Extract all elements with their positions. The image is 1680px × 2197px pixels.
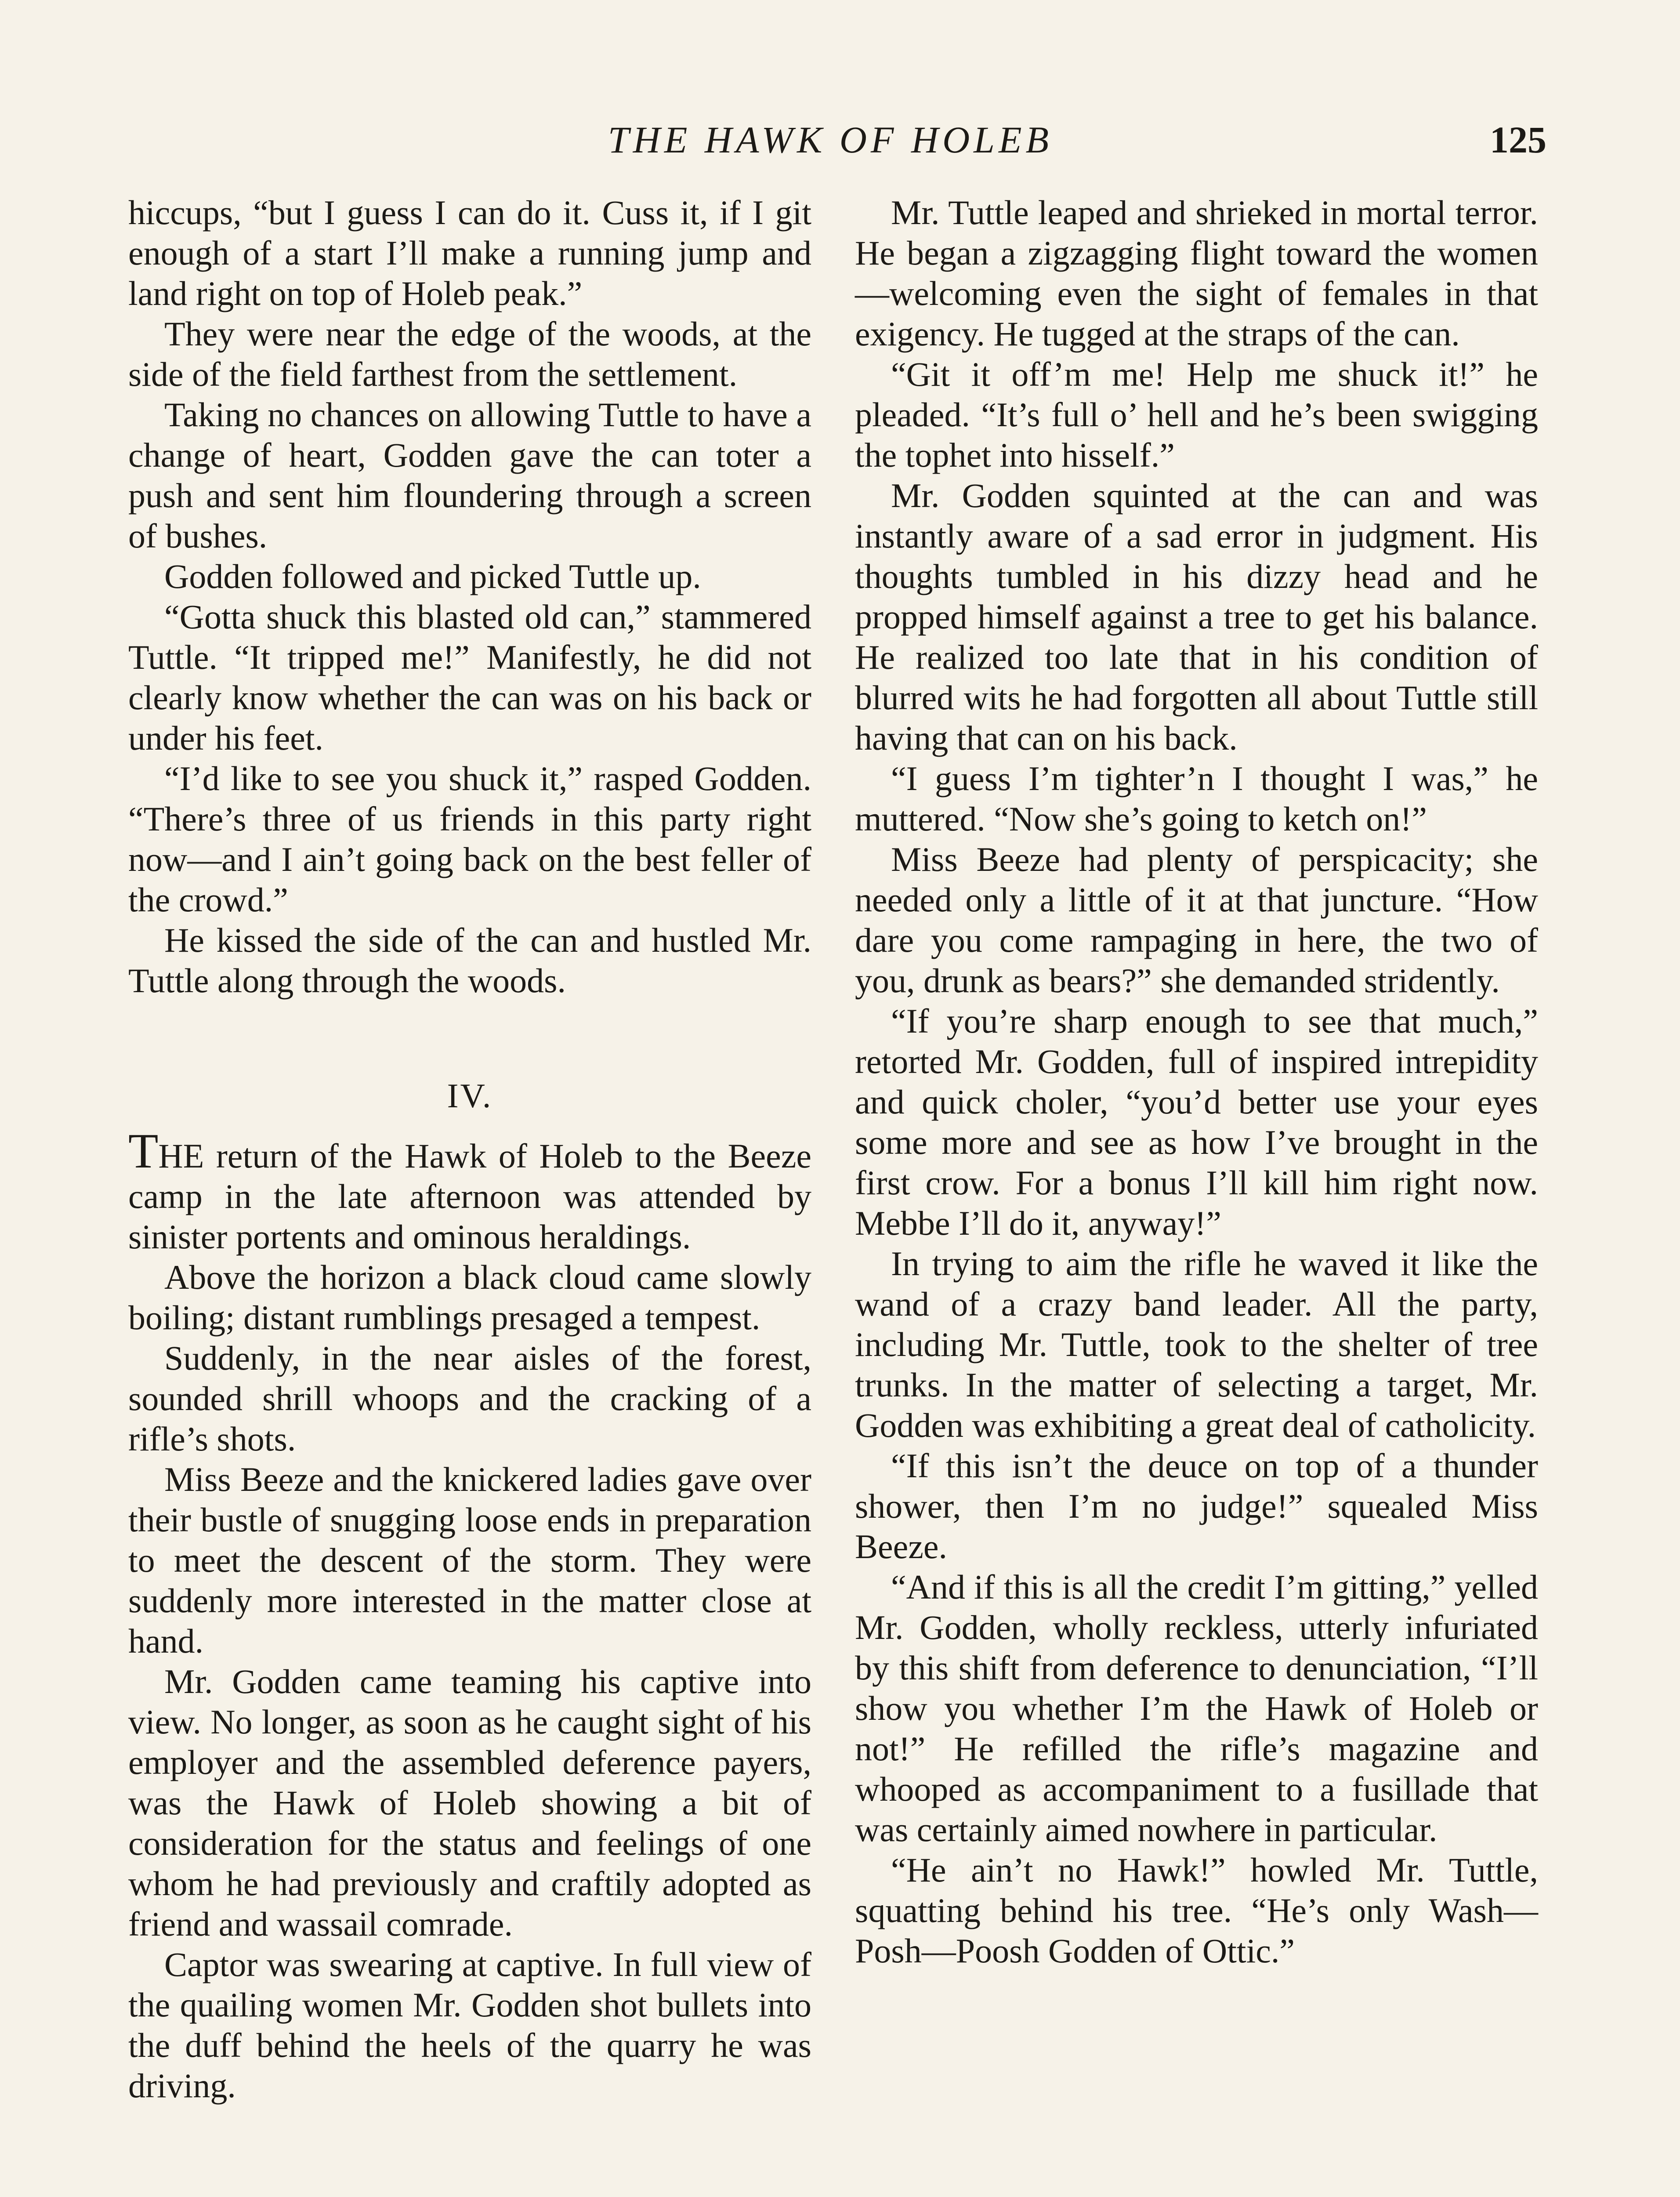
running-header xyxy=(0,118,1680,166)
page-number: 125 xyxy=(1490,119,1546,161)
paragraph: Taking no chances on allowing Tuttle to have a change of heart, Godden gave the can toter a push and sent him floundering through a screen of bushes. xyxy=(128,395,811,555)
paragraph: Captor was swearing at captive. In full view of the quailing women Mr. Godden shot bullets into the duff behind the heels of the quarry he was driving. xyxy=(128,1945,811,2105)
left-column xyxy=(128,192,811,2106)
paragraph: “I guess I’m tighter’n I thought I was,” he muttered. “Now she’s going to ketch on!” xyxy=(855,759,1538,838)
paragraph: hiccups, “but I guess I can do it. Cuss it, if I git enough of a start I’ll make a running jump and land right on top of Holeb peak.” xyxy=(128,193,811,312)
paragraph: “Gotta shuck this blasted old can,” stammered Tuttle. “It tripped me!” Manifestly, he did not clearly know whether the can was on his back or under his feet. xyxy=(128,598,811,757)
paragraph: “If you’re sharp enough to see that much,” retorted Mr. Godden, full of inspired intrepidity and quick choler, “you’d better use your eyes some more and see as how I’ve brought in the first crow. For a bonus I’ll kill him right now. Mebbe I’ll do it, anyway!” xyxy=(855,1002,1538,1242)
paragraph: “I’d like to see you shuck it,” rasped Godden. “There’s three of us friends in this party right now—and I ain’t going back on the best feller of the crowd.” xyxy=(128,759,811,919)
paragraph: Mr. Godden squinted at the can and was instantly aware of a sad error in judgment. His thoughts tumbled in his dizzy head and he propped himself against a tree to get his balance. He realized too late that in his condition of blurred wits he had forgotten all about Tuttle still having that can on his back. xyxy=(855,476,1538,757)
opening-text: HE return of the Hawk of Holeb to the Beeze camp in the late afternoon was attended by sinister portents and ominous heraldings. xyxy=(128,1137,811,1256)
paragraph: In trying to aim the rifle he waved it like the wand of a crazy band leader. All the party, including Mr. Tuttle, took to the shelter of tree trunks. In the matter of selecting a target, Mr. Godden was exhibiting a great deal of catholicity. xyxy=(855,1244,1538,1444)
right-column xyxy=(855,192,1538,1971)
paragraph: They were near the edge of the woods, at the side of the field farthest from the settlement. xyxy=(128,315,811,393)
paragraph: Suddenly, in the near aisles of the forest, sounded shrill whoops and the cracking of a rifle’s shots. xyxy=(128,1339,811,1458)
paragraph: “If this isn’t the deuce on top of a thunder shower, then I’m no judge!” squealed Miss Beeze. xyxy=(855,1447,1538,1566)
paragraph: Godden followed and picked Tuttle up. xyxy=(164,557,701,595)
paragraph: “And if this is all the credit I’m gitting,” yelled Mr. Godden, wholly reckless, utterly infuriated by this shift from deference to denunciation, “I’ll show you whether I’m the Hawk of Holeb or not!” He refilled the rifle’s magazine and whooped as accompaniment to a fusillade that was certainly aimed nowhere in particular. xyxy=(855,1568,1538,1849)
paragraph: Miss Beeze and the knickered ladies gave over their bustle of snugging loose ends in preparation to meet the descent of the storm. They were suddenly more interested in the matter close at hand. xyxy=(128,1460,811,1660)
paragraph: Mr. Godden came teaming his captive into view. No longer, as soon as he caught sight of his employer and the assembled deference payers, was the Hawk of Holeb showing a bit of consideration for the status and feelings of one whom he had previously and craftily adopted as friend and wassail comrade. xyxy=(128,1662,811,1943)
section-number: IV. xyxy=(447,1077,493,1115)
running-title: THE HAWK OF HOLEB xyxy=(608,119,1053,161)
paragraph: He kissed the side of the can and hustled Mr. Tuttle along through the woods. xyxy=(128,921,811,1000)
paragraph: “He ain’t no Hawk!” howled Mr. Tuttle, squatting behind his tree. “He’s only Wash—Posh—Poosh Godden of Ottic.” xyxy=(855,1851,1538,1970)
paragraph: Mr. Tuttle leaped and shrieked in mortal terror. He began a zigzagging flight toward the women—welcoming even the sight of females in that exigency. He tugged at the straps of the can. xyxy=(855,193,1538,353)
drop-cap: T xyxy=(128,1124,159,1178)
paragraph: Miss Beeze had plenty of perspicacity; she needed only a little of it at that juncture. “How dare you come rampaging in here, the two of you, drunk as bears?” she demanded stridently. xyxy=(855,840,1538,1000)
paragraph: Above the horizon a black cloud came slowly boiling; distant rumblings presaged a tempest. xyxy=(128,1258,811,1337)
section-opening-paragraph xyxy=(128,1124,811,1257)
paragraph: “Git it off’m me! Help me shuck it!” he pleaded. “It’s full o’ hell and he’s been swigging the tophet into hisself.” xyxy=(855,355,1538,474)
